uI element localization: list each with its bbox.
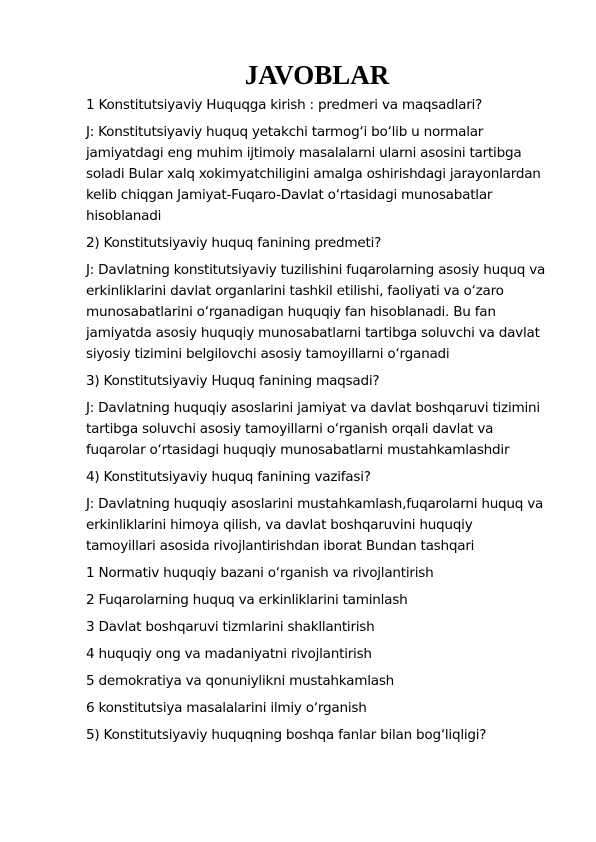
list-item: 3 Davlat boshqaruvi tizmlarini shakllantirish <box>86 619 375 635</box>
answer-1: J: Konstitutsiyaviy huquq yetakchi tarmog‘i bo‘lib u normalar jamiyatdagi eng muhim ijtimoiy masalalarni ularni asosini tartibga soladi Bular xalq xokimyatchiligini amalga oshirishdagi jarayonlardan kelib chiqgan Jamiyat-Fuqaro-Davlat o‘rtasidagi munosabatlar hisoblanadi <box>86 124 541 224</box>
question-4: 4) Konstitutsiyaviy huquq fanining vazifasi? <box>86 469 371 485</box>
document-body <box>86 95 546 752</box>
list-item: 2 Fuqarolarning huquq va erkinliklarini taminlash <box>86 592 408 608</box>
list-item: 6 konstitutsiya masalalarini ilmiy o‘rganish <box>86 700 367 716</box>
list-item: 5 demokratiya va qonuniylikni mustahkamlash <box>86 673 395 689</box>
question-1: 1 Konstitutsiyaviy Huquqga kirish : predmeri va maqsadlari? <box>86 97 483 113</box>
question-5: 5) Konstitutsiyaviy huquqning boshqa fanlar bilan bog‘liqligi? <box>86 727 487 743</box>
document-title: JAVOBLAR <box>244 60 390 90</box>
question-3: 3) Konstitutsiyaviy Huquq fanining maqsadi? <box>86 373 380 389</box>
answer-4: J: Davlatning huquqiy asoslarini mustahkamlash,fuqarolarni huquq va erkinliklarini himoya qilish, va davlat boshqaruvini huquqiy tamoyillari asosida rivojlantirishdan iborat Bundan tashqari <box>86 496 544 554</box>
answer-2: J: Davlatning konstitutsiyaviy tuzilishini fuqarolarning asosiy huquq va erkinliklarini davlat organlarini tashkil etilishi, faoliyati va o‘zaro munosabatlarini o‘rganadigan huquqiy fan hisoblanadi. Bu fan jamiyatda asosiy huquqiy munosabatlarni tartibga soluvchi va davlat siyosiy tizimini belgilovchi asosiy tamoyillarni o‘rganadi <box>86 262 546 362</box>
list-item: 1 Normativ huquqiy bazani o‘rganish va rivojlantirish <box>86 565 434 581</box>
answer-3: J: Davlatning huquqiy asoslarini jamiyat va davlat boshqaruvi tizimini tartibga soluvchi asosiy tamoyillarni o‘rganish orqali davlat va fuqarolar o‘rtasidagi huquqiy munosabatlarni mustahkamlashdir <box>86 400 540 458</box>
question-2: 2) Konstitutsiyaviy huquq fanining predmeti? <box>86 235 382 251</box>
list-item: 4 huquqiy ong va madaniyatni rivojlantirish <box>86 646 372 662</box>
